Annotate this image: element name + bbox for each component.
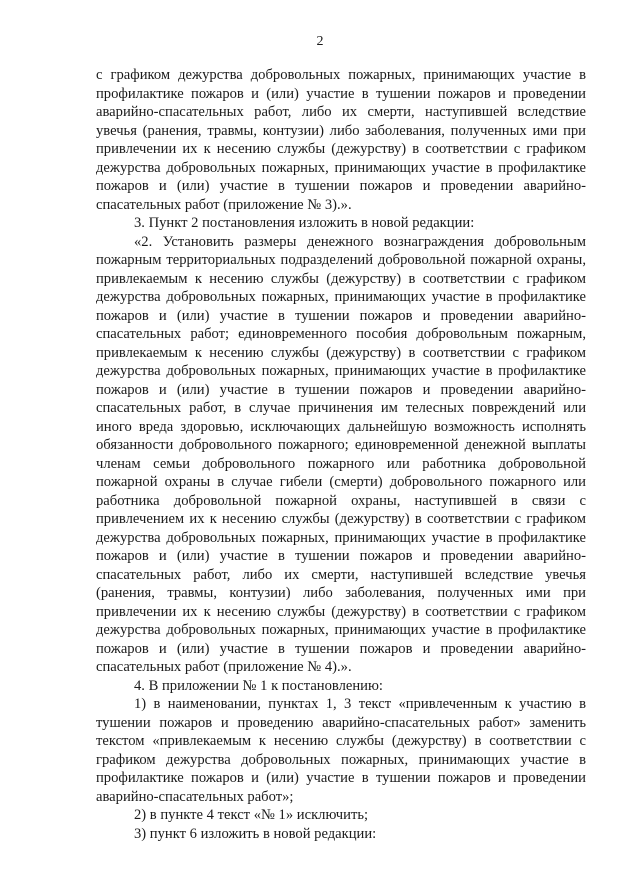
paragraph-item-3: 3. Пункт 2 постановления изложить в новой редакции:	[134, 215, 475, 231]
paragraph-subitem-3: 3) пункт 6 изложить в новой редакции:	[134, 825, 377, 842]
paragraph-subitem-1: 1) в наименовании, пунктах 1, 3 текст «привлеченным к участию в тушении пожаров и проведению аварийно-спасательных работ» заменить текстом «привлекаемым к несению службы (дежурству) в соответствии с графиком дежурства добровольных пожарных, принимающих участие в профилактике пожаров и (или) участие в тушении пожаров и проведении аварийно-спасательных работ»;	[96, 696, 586, 805]
paragraph-continuation: с графиком дежурства добровольных пожарных, принимающих участие в профилактике пожаров и (или) участие в тушении пожаров и проведении аварийно-спасательных работ, либо их смерти, наступившей вследствие увечья (ранения, травмы, контузии) либо заболевания, полученных ими при привлечении их к несению службы (дежурству) в соответствии с графиком дежурства добровольных пожарных, принимающих участие в профилактике пожаров и (или) участие в тушении пожаров и проведении аварийно-спасательных работ (приложение № 3).».	[96, 67, 586, 213]
paragraph-item-4: 4. В приложении № 1 к постановлению:	[134, 677, 383, 694]
paragraph-subitem-2: 2) в пункте 4 текст «№ 1» исключить;	[134, 807, 369, 823]
page-number: 2	[316, 34, 324, 49]
paragraph-clause-2: «2. Установить размеры денежного вознаграждения добровольным пожарным территориальных подразделений добровольной пожарной охраны, привлекаемым к несению службы (дежурству) в соответствии с графиком дежурства добровольных пожарных, принимающих участие в профилактике пожаров и (или) участие в тушении пожаров и проведении аварийно-спасательных работ; единовременного пособия добровольным пожарным, привлекаемым к несению службы (дежурству) в соответствии с графиком дежурства добровольных пожарных, принимающих участие в профилактике пожаров и (или) участие в тушении пожаров и проведении аварийно-спасательных работ, в случае причинения им телесных повреждений или иного вреда здоровью, исключающих дальнейшую возможность исполнять обязанности добровольного пожарного; единовременной денежной выплаты членам семьи добровольного пожарного или работника добровольной пожарной охраны в случае гибели (смерти) добровольного пожарного или работника добровольной пожарной охраны, наступившей в связи с привлечением их к несению службы (дежурству) в соответствии с графиком дежурства добровольных пожарных, принимающих участие в профилактике пожаров и (или) участие в тушении пожаров и проведении аварийно-спасательных работ, либо их смерти, наступившей вследствие увечья (ранения, травмы, контузии) либо заболевания, полученных ими при привлечении их к несению службы (дежурству) в соответствии с графиком дежурства добровольных пожарных, принимающих участие в профилактике пожаров и (или) участие в тушении пожаров и проведении аварийно-спасательных работ (приложение № 4).».	[96, 233, 586, 675]
document-body	[96, 66, 586, 843]
